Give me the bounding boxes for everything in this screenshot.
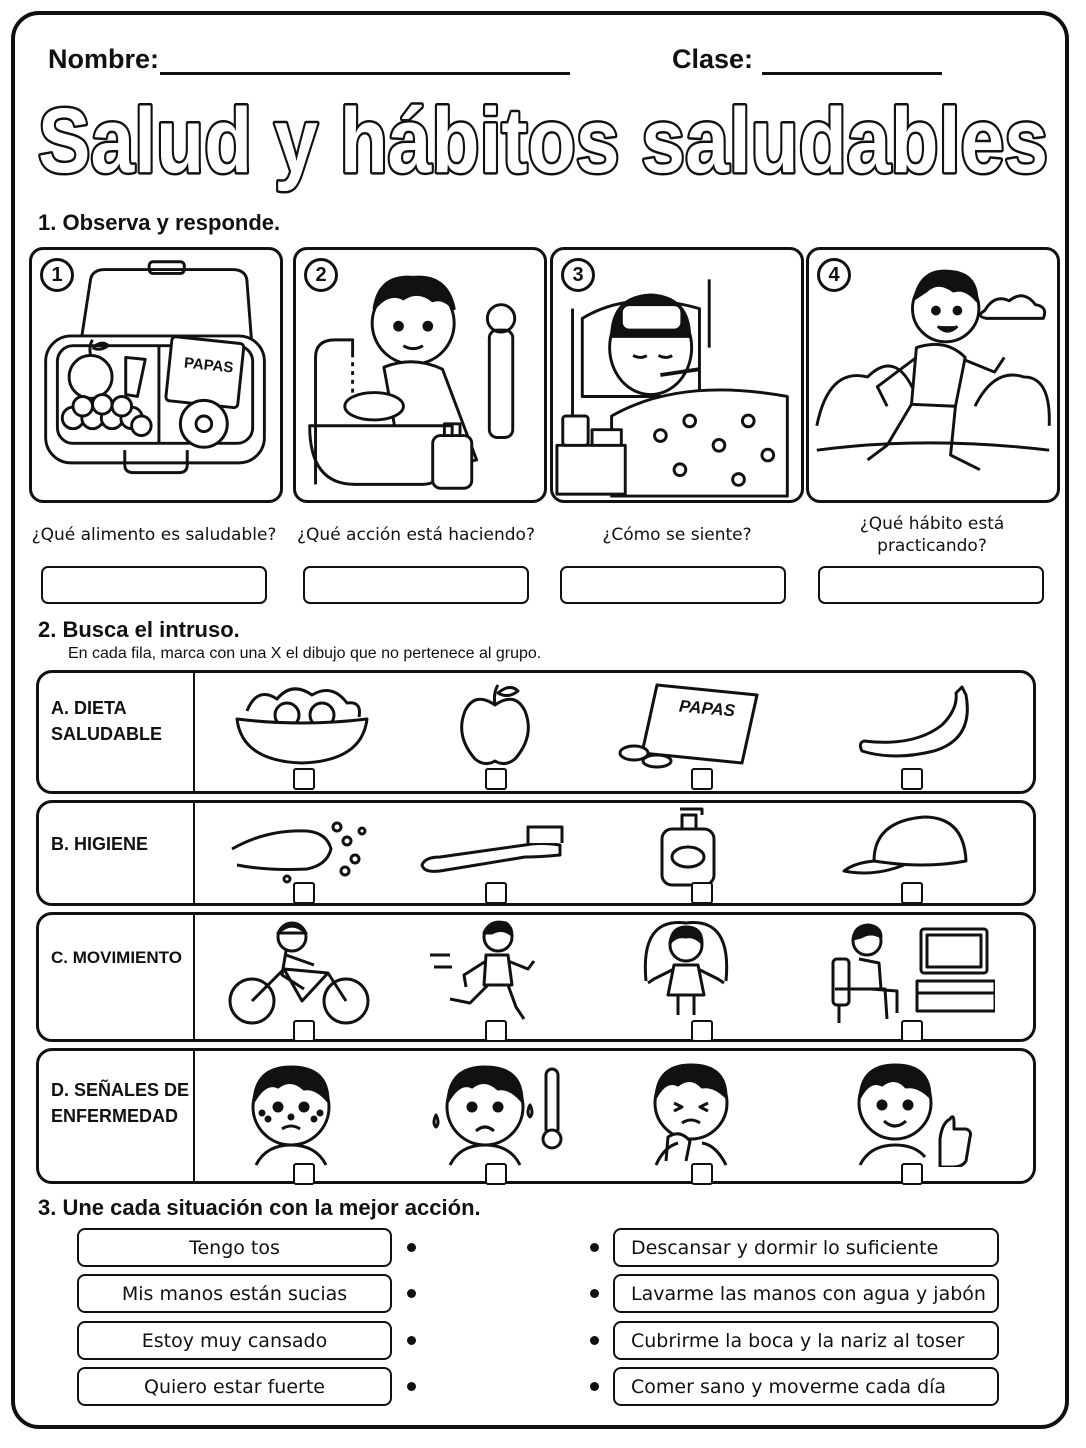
checkbox-chips[interactable]: [691, 768, 713, 790]
lunchbox-icon: [32, 250, 280, 500]
card-lunchbox: [29, 247, 283, 503]
row-healthy-diet: [36, 670, 1036, 794]
salad-icon: [227, 681, 377, 767]
row-label-line: D. SEÑALES DE: [51, 1080, 190, 1100]
section2-heading: [38, 617, 240, 643]
row-divider: [193, 1051, 195, 1181]
item-jump-rope: [605, 917, 765, 1027]
situation-box-3[interactable]: [77, 1321, 392, 1360]
name-label: Nombre:: [48, 44, 160, 74]
situation-text: Mis manos están sucias: [121, 1282, 348, 1305]
action-box-1[interactable]: [613, 1228, 999, 1267]
action-dot[interactable]: [590, 1243, 599, 1252]
question-2: ¿Qué acción está haciendo?: [297, 525, 535, 545]
section2-instruction: En cada fila, marca con una X el dibujo que no pertenece al grupo.: [68, 645, 542, 662]
action-text: Lavarme las manos con agua y jabón: [631, 1282, 986, 1305]
situation-dot[interactable]: [407, 1289, 416, 1298]
item-cap: [829, 811, 989, 881]
fever-face-icon: [420, 1057, 570, 1167]
item-soap: [607, 805, 767, 887]
checkbox-sore-throat[interactable]: [691, 1163, 713, 1185]
jump-rope-icon: [610, 917, 760, 1027]
svg-text:Salud y hábitos saludables: Salud y hábitos saludables: [38, 90, 1048, 192]
class-field[interactable]: [762, 72, 942, 75]
action-dot[interactable]: [590, 1289, 599, 1298]
chips-label: PAPAS: [678, 696, 736, 721]
card-sick-girl: [550, 247, 804, 503]
situation-box-4[interactable]: [77, 1367, 392, 1406]
section3-number: 3.: [38, 1195, 57, 1220]
action-box-2[interactable]: [613, 1274, 999, 1313]
row-label-line: SALUDABLE: [51, 724, 162, 744]
row-label-line: B. HIGIENE: [51, 834, 149, 854]
section1-number: 1.: [38, 210, 57, 235]
item-salad: [222, 681, 382, 767]
card-handwashing: [293, 247, 547, 503]
situation-text: Estoy muy cansado: [141, 1329, 328, 1352]
runner-icon: [420, 919, 570, 1025]
card-number: 2: [304, 258, 338, 292]
card-running-boy: [806, 247, 1060, 503]
handwashing-icon: [296, 250, 544, 500]
item-chips: [607, 679, 767, 769]
item-banana: [829, 679, 989, 765]
sick-girl-icon: [553, 250, 801, 500]
row-divider: [193, 915, 195, 1039]
item-apple: [415, 681, 575, 767]
page-title: [0, 84, 1086, 196]
name-field[interactable]: [160, 72, 570, 75]
situation-dot[interactable]: [407, 1243, 416, 1252]
section1-heading: [38, 210, 280, 236]
checkbox-cap[interactable]: [901, 882, 923, 904]
item-tv-watching: [825, 919, 985, 1025]
row-hygiene: [36, 800, 1036, 906]
soap-bottle-icon: [612, 805, 762, 887]
item-toothbrush: [415, 817, 575, 877]
action-dot[interactable]: [590, 1382, 599, 1391]
row-label-line: C. MOVIMIENTO: [51, 948, 182, 967]
checkbox-washing-hands[interactable]: [293, 882, 315, 904]
section3-heading: [38, 1195, 481, 1221]
situation-dot[interactable]: [407, 1382, 416, 1391]
checkbox-thumbs-up[interactable]: [901, 1163, 923, 1185]
answer-box-3[interactable]: [560, 566, 786, 604]
banana-icon: [834, 679, 984, 765]
action-box-3[interactable]: [613, 1321, 999, 1360]
checkbox-runner[interactable]: [485, 1020, 507, 1042]
item-thumbs-up: [825, 1057, 985, 1167]
item-cyclist: [219, 919, 379, 1025]
section2-number: 2.: [38, 617, 57, 642]
checkbox-jump-rope[interactable]: [691, 1020, 713, 1042]
question-4: ¿Qué hábito está practicando?: [859, 514, 1005, 556]
checkbox-fever-face[interactable]: [485, 1163, 507, 1185]
item-runner: [415, 919, 575, 1025]
toothbrush-icon: [420, 817, 570, 877]
cyclist-icon: [224, 919, 374, 1025]
situation-box-1[interactable]: [77, 1228, 392, 1267]
card-number: 3: [561, 258, 595, 292]
tv-watching-icon: [825, 919, 995, 1025]
section2-title: Busca el intruso.: [62, 617, 240, 642]
card-number: 4: [817, 258, 851, 292]
checkbox-salad[interactable]: [293, 768, 315, 790]
row-divider: [193, 803, 195, 903]
checkbox-tv-watching[interactable]: [901, 1020, 923, 1042]
checkbox-spotty-face[interactable]: [293, 1163, 315, 1185]
row-label-line: ENFERMEDAD: [51, 1106, 179, 1126]
action-text: Descansar y dormir lo suficiente: [631, 1236, 939, 1259]
checkbox-soap[interactable]: [691, 882, 713, 904]
situation-text: Quiero estar fuerte: [144, 1375, 325, 1398]
checkbox-banana[interactable]: [901, 768, 923, 790]
section1-title: Observa y responde.: [62, 210, 281, 235]
action-text: Comer sano y moverme cada día: [631, 1375, 947, 1398]
thumbs-up-icon: [830, 1057, 980, 1167]
row-label: [51, 945, 182, 971]
row-label: [51, 1077, 189, 1129]
sore-throat-icon: [616, 1057, 766, 1167]
spotty-face-icon: [216, 1057, 366, 1167]
running-boy-icon: [809, 250, 1057, 500]
answer-box-2[interactable]: [303, 566, 529, 604]
checkbox-apple[interactable]: [485, 768, 507, 790]
item-sore-throat: [611, 1057, 771, 1167]
row-label-line: A. DIETA: [51, 698, 127, 718]
cap-icon: [834, 811, 984, 881]
question-3: ¿Cómo se siente?: [602, 525, 752, 545]
situation-dot[interactable]: [407, 1336, 416, 1345]
class-label: Clase:: [672, 44, 754, 74]
row-divider: [193, 673, 195, 791]
row-label: [51, 695, 162, 747]
item-fever-face: [415, 1057, 575, 1167]
chips-bag-icon: [612, 679, 762, 769]
answer-box-1[interactable]: [41, 566, 267, 604]
action-text: Cubrirme la boca y la nariz al toser: [631, 1329, 965, 1352]
washing-hands-icon: [227, 809, 377, 885]
action-box-4[interactable]: [613, 1367, 999, 1406]
question-1: ¿Qué alimento es saludable?: [31, 525, 277, 545]
item-washing-hands: [222, 809, 382, 885]
answer-box-4[interactable]: [818, 566, 1044, 604]
checkbox-cyclist[interactable]: [293, 1020, 315, 1042]
row-illness-signs: [36, 1048, 1036, 1184]
row-movement: [36, 912, 1036, 1042]
checkbox-toothbrush[interactable]: [485, 882, 507, 904]
apple-icon: [420, 681, 570, 767]
situation-text: Tengo tos: [189, 1236, 280, 1259]
action-dot[interactable]: [590, 1336, 599, 1345]
situation-box-2[interactable]: [77, 1274, 392, 1313]
chips-label: PAPAS: [183, 354, 235, 377]
section3-title: Une cada situación con la mejor acción.: [62, 1195, 481, 1220]
item-spotty-face: [211, 1057, 371, 1167]
row-label: [51, 831, 148, 857]
card-number: 1: [40, 258, 74, 292]
